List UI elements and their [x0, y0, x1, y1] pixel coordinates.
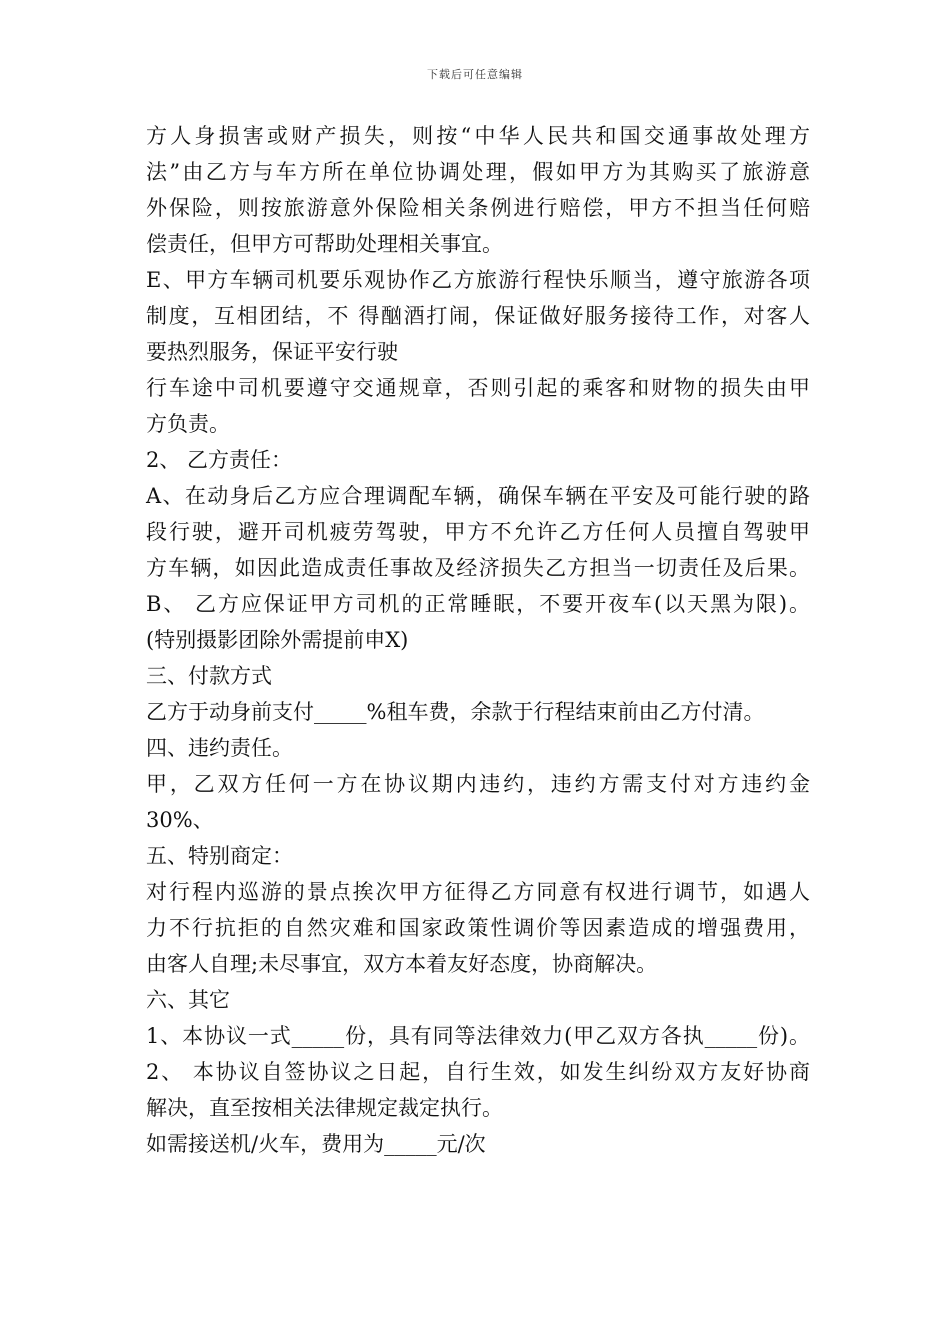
- paragraph-line: E、甲方车辆司机要乐观协作乙方旅游行程快乐顺当，遵守旅游各项: [146, 268, 810, 292]
- paragraph-line: 对行程内巡游的景点挨次甲方征得乙方同意有权进行调节，如遇人: [146, 880, 810, 904]
- paragraph-line: A、在动身后乙方应合理调配车辆，确保车辆在平安及可能行驶的路: [146, 484, 810, 508]
- paragraph-line: 甲，乙双方任何一方在协议期内违约，违约方需支付对方违约金: [146, 772, 810, 796]
- paragraph-line: 如需接送机/火车，费用为_____元/次: [146, 1132, 486, 1156]
- paragraph-line: (特别摄影团除外需提前申X): [146, 628, 409, 652]
- paragraph-line: 制度，互相团结，不 得酗酒打闹，保证做好服务接待工作，对客人: [146, 304, 810, 328]
- paragraph-line: 1、本协议一式_____份，具有同等法律效力(甲乙双方各执_____份)。: [146, 1024, 810, 1048]
- paragraph-line: 偿责任，但甲方可帮助处理相关事宜。: [146, 232, 503, 256]
- page-header: 下载后可任意编辑: [427, 68, 523, 81]
- section-heading: 六、其它: [146, 988, 230, 1012]
- paragraph-line: 要热烈服务，保证平安行驶: [146, 340, 398, 364]
- paragraph-line: 方车辆，如因此造成责任事故及经济损失乙方担当一切责任及后果。: [146, 556, 810, 580]
- paragraph-line: 2、 本协议自签协议之日起，自行生效，如发生纠纷双方友好协商: [146, 1060, 810, 1084]
- paragraph-line: B、 乙方应保证甲方司机的正常睡眠，不要开夜车(以天黑为限)。: [146, 592, 810, 616]
- paragraph-line: 解决，直至按相关法律规定裁定执行。: [146, 1096, 503, 1120]
- document-body: [146, 118, 810, 1162]
- paragraph-line: 由客人自理;未尽事宜，双方本着友好态度，协商解决。: [146, 952, 658, 976]
- paragraph-line: 外保险，则按旅游意外保险相关条例进行赔偿，甲方不担当任何赔: [146, 196, 810, 220]
- paragraph-line: 行车途中司机要遵守交通规章，否则引起的乘客和财物的损失由甲: [146, 376, 810, 400]
- paragraph-line: 方人身损害或财产损失，则按“中华人民共和国交通事故处理方: [146, 124, 810, 148]
- paragraph-line: 力不行抗拒的自然灾难和国家政策性调价等因素造成的增强费用，: [146, 916, 810, 940]
- section-heading: 三、付款方式: [146, 664, 272, 688]
- section-heading: 四、违约责任。: [146, 736, 293, 760]
- section-heading: 五、特别商定：: [146, 844, 293, 868]
- section-heading: 2、 乙方责任：: [146, 448, 293, 472]
- paragraph-line: 30%、: [146, 808, 214, 832]
- paragraph-line: 法”由乙方与车方所在单位协调处理，假如甲方为其购买了旅游意: [146, 160, 810, 184]
- paragraph-line: 方负责。: [146, 412, 230, 436]
- paragraph-line: 段行驶，避开司机疲劳驾驶，甲方不允许乙方任何人员擅自驾驶甲: [146, 520, 810, 544]
- paragraph-line: 乙方于动身前支付_____%租车费，余款于行程结束前由乙方付清。: [146, 700, 765, 724]
